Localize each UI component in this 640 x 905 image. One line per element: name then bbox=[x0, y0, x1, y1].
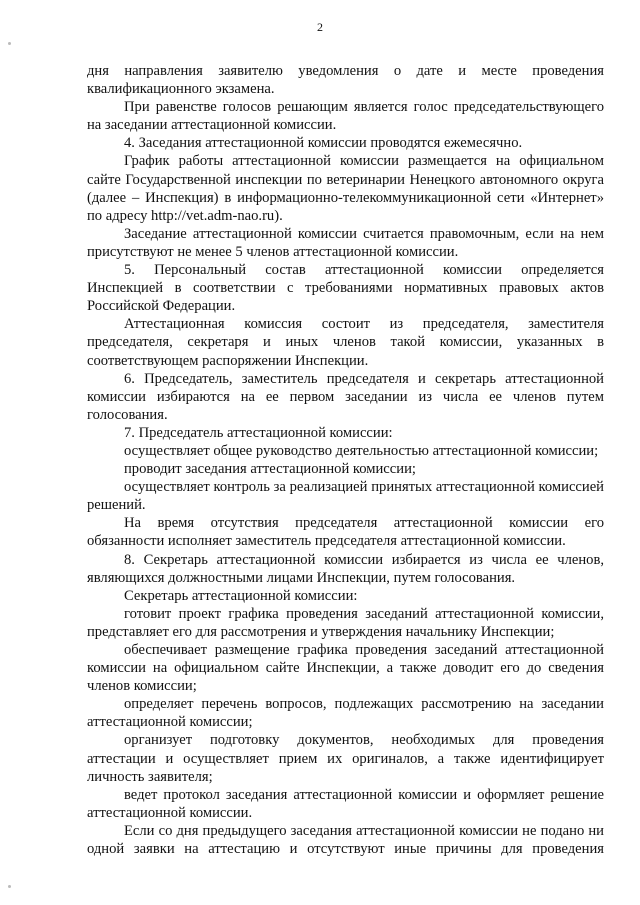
paragraph: При равенстве голосов решающим является голос председательствующего на заседании аттестационной комиссии. bbox=[87, 99, 604, 134]
paragraph: обеспечивает размещение графика проведения заседаний аттестационной комиссии на официальном сайте Инспекции, а также доводит его до сведения членов комиссии; bbox=[87, 642, 604, 695]
paragraph: 4. Заседания аттестационной комиссии проводятся ежемесячно. bbox=[124, 135, 523, 152]
scan-speck bbox=[8, 885, 11, 888]
paragraph: 7. Председатель аттестационной комиссии: bbox=[124, 424, 393, 441]
paragraph: определяет перечень вопросов, подлежащих рассмотрению на заседании аттестационной комиссии; bbox=[87, 696, 604, 731]
paragraph: дня направления заявителю уведомления о дате и месте проведения квалификационного экзамена. bbox=[87, 63, 604, 98]
paragraph: На время отсутствия председателя аттестационной комиссии его обязанности исполняет заместитель председателя аттестационной комиссии. bbox=[87, 515, 604, 550]
paragraph: Секретарь аттестационной комиссии: bbox=[124, 587, 358, 604]
paragraph: ведет протокол заседания аттестационной комиссии и оформляет решение аттестационной комиссии. bbox=[87, 786, 604, 821]
paragraph: Заседание аттестационной комиссии считается правомочным, если на нем присутствуют не менее 5 членов аттестационной комиссии. bbox=[87, 225, 604, 260]
paragraph: 8. Секретарь аттестационной комиссии избирается из числа ее членов, являющихся должностными лицами Инспекции, путем голосования. bbox=[87, 551, 604, 586]
paragraph: осуществляет контроль за реализацией принятых аттестационной комиссией решений. bbox=[87, 479, 604, 514]
paragraph: 5. Персональный состав аттестационной комиссии определяется Инспекцией в соответствии с требованиями нормативных правовых актов Российской Федерации. bbox=[87, 262, 604, 315]
paragraph: График работы аттестационной комиссии размещается на официальном сайте Государственной инспекции по ветеринарии Ненецкого автономного округа (далее – Инспекция) в информационно-телекоммуникационной сети «Интернет» по адресу http://vet.adm-nao.ru). bbox=[87, 153, 604, 224]
page-number: 2 bbox=[317, 20, 323, 34]
paragraph: готовит проект графика проведения заседаний аттестационной комиссии, представляет его для рассмотрения и утверждения начальнику Инспекции; bbox=[87, 605, 604, 640]
paragraph: осуществляет общее руководство деятельностью аттестационной комиссии; bbox=[124, 442, 599, 459]
paragraph: организует подготовку документов, необходимых для проведения аттестации и осуществляет прием их оригиналов, а также идентифицирует личность заявителя; bbox=[87, 732, 604, 785]
scan-speck bbox=[8, 42, 11, 45]
paragraph: проводит заседания аттестационной комиссии; bbox=[124, 461, 416, 478]
paragraph: Аттестационная комиссия состоит из председателя, заместителя председателя, секретаря и иных членов такой комиссии, указанных в соответствующем распоряжении Инспекции. bbox=[87, 316, 604, 369]
document-body bbox=[87, 62, 604, 858]
paragraph: Если со дня предыдущего заседания аттестационной комиссии не подано ни одной заявки на аттестацию и отсутствуют иные причины для проведения bbox=[87, 822, 604, 858]
paragraph: 6. Председатель, заместитель председателя и секретарь аттестационной комиссии избираются на ее первом заседании из числа ее членов путем голосования. bbox=[87, 370, 604, 423]
